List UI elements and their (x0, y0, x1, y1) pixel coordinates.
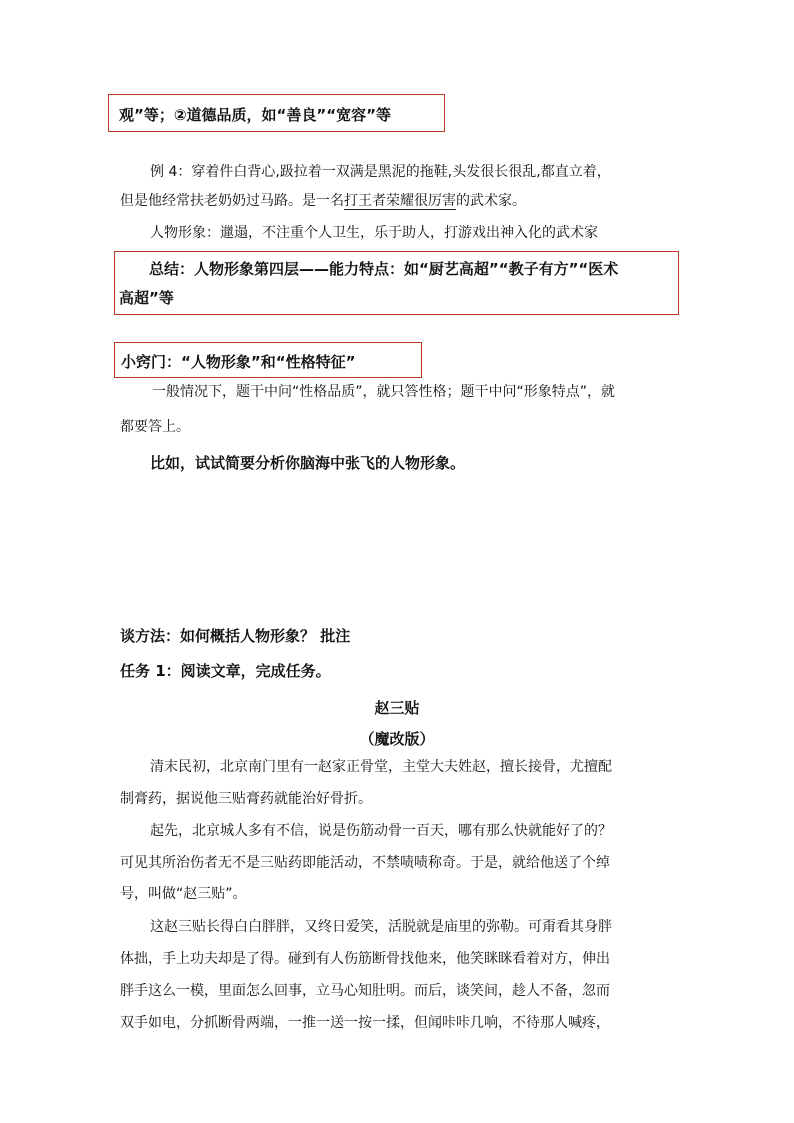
method-title: 谈方法：如何概括人物形象？ 批注 (120, 627, 351, 645)
article-line-9: 双手如电，分抓断骨两端，一推一送一按一揉，但闻咔咔几响，不待那人喊疼， (120, 1015, 610, 1031)
article-line-4: 可见其所治伤者无不是三贴药即能活动，不禁啧啧称奇。于是，就给他送了个绰 (120, 855, 610, 871)
tips-line3: 比如，试试简要分析你脑海中张飞的人物形象。 (150, 454, 466, 472)
example4-underlined: 打王者荣耀很厉害 (344, 193, 456, 209)
summary-line2: 高超”等 (119, 289, 174, 307)
red-box-summary (114, 251, 679, 315)
red-box-tips (114, 342, 422, 378)
article-line-8: 胖手这么一模，里面怎么回事，立马心知肚明。而后，谈笑间，趁人不备，忽而 (120, 983, 610, 999)
article-line-1: 清末民初，北京南门里有一赵家正骨堂，主堂大夫姓赵，擅长接骨，尤擅配 (150, 759, 612, 775)
example4-line2-pre: 但是他经常扶老奶奶过马路。是一名 (120, 193, 344, 209)
example4-image-line: 人物形象：邋遢，不注重个人卫生，乐于助人，打游戏出神入化的武术家 (150, 225, 598, 241)
red-box-moral-quality (108, 94, 445, 132)
summary-line1: 总结：人物形象第四层——能力特点：如“厨艺高超”“教子有方”“医术 (149, 260, 619, 278)
example4-line2 (120, 190, 526, 210)
article-line-3: 起先，北京城人多有不信，说是伤筋动骨一百天，哪有那么快就能好了的？ (150, 823, 612, 839)
article-line-2: 制膏药，据说他三贴膏药就能治好骨折。 (120, 791, 372, 807)
moral-quality-text: 观”等；②道德品质，如“善良”“宽容”等 (119, 106, 391, 124)
method-task: 任务 1：阅读文章，完成任务。 (120, 662, 331, 680)
example4-line2-post: 的武术家。 (456, 193, 526, 209)
article-title: 赵三贴 (374, 699, 420, 717)
article-line-5: 号，叫做“赵三贴”。 (120, 886, 247, 902)
tips-line2: 都要答上。 (120, 419, 190, 435)
tips-title: 小窍门：“人物形象”和“性格特征” (121, 353, 356, 371)
example4-line1: 例 4：穿着件白背心,趿拉着一双满是黑泥的拖鞋,头发很长很乱,都直立着， (150, 164, 611, 180)
article-line-7: 体拙，手上功夫却是了得。碰到有人伤筋断骨找他来，他笑眯眯看着对方，伸出 (120, 951, 610, 967)
tips-line1: 一般情况下，题干中问“性格品质”，就只答性格；题干中问“形象特点”，就 (152, 384, 616, 400)
article-line-6: 这赵三贴长得白白胖胖，又终日爱笑，活脱就是庙里的弥勒。可甭看其身胖 (150, 919, 612, 935)
article-subtitle: （魔改版） (359, 730, 435, 748)
